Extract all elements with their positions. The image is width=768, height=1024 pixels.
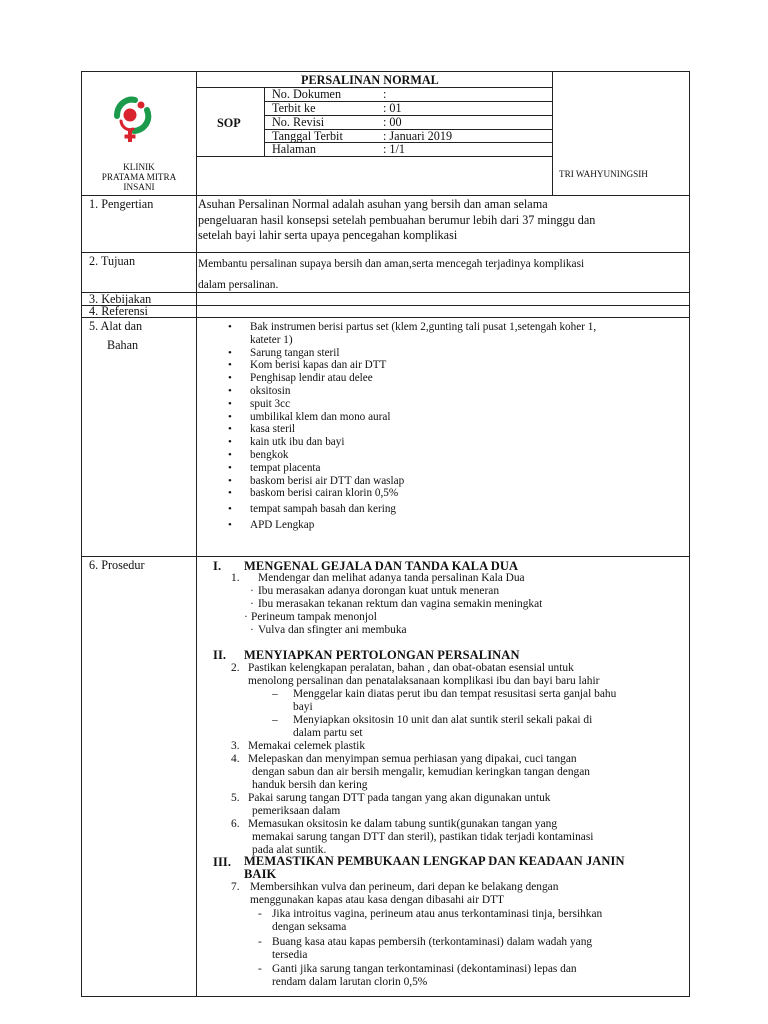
list-item bbox=[228, 475, 688, 488]
sign-text: Perineum tampak menonjol bbox=[251, 611, 377, 623]
list-item-text: oksitosin bbox=[250, 384, 291, 397]
sop-divider bbox=[264, 87, 265, 156]
row-separator-referensi bbox=[81, 317, 690, 318]
text-line: Membersihkan vulva dan perineum, dari depan ke belakang dengan bbox=[250, 881, 559, 893]
title-underline bbox=[196, 87, 553, 88]
row-separator-header bbox=[81, 195, 690, 196]
list-item bbox=[228, 321, 688, 334]
step-text bbox=[248, 818, 593, 857]
step-number: 6. bbox=[231, 818, 240, 830]
text-line: memakai sarung tangan DTT dan steril), pastikan tidak terjadi kontaminasi bbox=[252, 831, 594, 843]
step-text bbox=[248, 662, 599, 688]
list-item-text: tempat placenta bbox=[250, 461, 321, 474]
table-border-top bbox=[81, 71, 690, 72]
step-number: 5. bbox=[231, 792, 240, 804]
list-item-text: bengkok bbox=[250, 448, 289, 461]
list-item bbox=[228, 436, 688, 449]
step-text bbox=[248, 753, 590, 792]
text-line: pengeluaran hasil konsepsi setelah pembuahan berumur lebih dari 37 minggu dan bbox=[198, 212, 596, 227]
pengertian-text bbox=[198, 197, 595, 244]
header-divider-1 bbox=[196, 71, 197, 195]
list-item-text: Bak instrumen berisi partus set (klem 2,gunting tali pusat 1,setengah koher 1, bbox=[250, 321, 597, 333]
meta-value-terbit-ke: : 01 bbox=[383, 101, 402, 115]
row-label-bahan: Bahan bbox=[107, 338, 139, 352]
clinic-logo bbox=[107, 92, 159, 142]
text-line: Pakai sarung tangan DTT pada tangan yang akan digunakan untuk bbox=[248, 792, 551, 804]
step-number: 4. bbox=[231, 753, 240, 765]
list-item bbox=[228, 385, 688, 398]
text-line: Membantu persalinan supaya bersih dan aman,serta mencegah terjadinya komplikasi bbox=[198, 258, 585, 270]
section-number: II. bbox=[213, 648, 227, 662]
text-line: Buang kasa atau kapas pembersih (terkontaminasi) dalam wadah yang bbox=[272, 936, 593, 948]
text-line: Memasukan oksitosin ke dalam tabung suntik(gunakan tangan yang bbox=[248, 818, 558, 830]
sub-step-text bbox=[272, 936, 592, 962]
meta-label-terbit-ke: Terbit ke bbox=[272, 101, 316, 115]
text-line: menggunakan kapas atau kasa dengan dibasahi air DTT bbox=[250, 894, 504, 906]
sign-bullet: · bbox=[250, 624, 254, 636]
list-item-text: umbilikal klem dan mono aural bbox=[250, 410, 391, 423]
row-label-kebijakan: 3. Kebijakan bbox=[89, 292, 152, 306]
row-separator-pengertian bbox=[81, 252, 690, 253]
list-item bbox=[228, 423, 688, 436]
list-item bbox=[228, 519, 688, 532]
text-line: handuk bersih dan kering bbox=[252, 779, 368, 791]
sign-text: Vulva dan sfingter ani membuka bbox=[258, 624, 407, 636]
text-line: Menyiapkan oksitosin 10 unit dan alat suntik steril sekali pakai di bbox=[293, 714, 593, 726]
list-item-text: Penghisap lendir atau delee bbox=[250, 372, 373, 385]
row-separator-kebijakan bbox=[81, 305, 690, 306]
clinic-name bbox=[83, 162, 195, 192]
table-border-right bbox=[689, 71, 690, 996]
text-line: dengan sabun dan air bersih mengalir, kemudian keringkan tangan dengan bbox=[252, 766, 590, 778]
step-number: 3. bbox=[231, 740, 240, 752]
document-title: PERSALINAN NORMAL bbox=[301, 73, 439, 87]
list-item-text: baskom berisi air DTT dan waslap bbox=[250, 474, 405, 487]
meta-label-halaman: Halaman bbox=[272, 142, 316, 156]
section-title bbox=[244, 855, 625, 881]
section-title: MENYIAPKAN PERTOLONGAN PERSALINAN bbox=[244, 648, 520, 662]
meta-value-halaman: : 1/1 bbox=[383, 142, 406, 156]
sign-bullet: · bbox=[250, 585, 254, 597]
sop-label: SOP bbox=[217, 116, 241, 130]
text-line: rendam dalam larutan clorin 0,5% bbox=[272, 976, 428, 988]
text-line: pemeriksaan dalam bbox=[252, 805, 341, 817]
sub-step-text bbox=[293, 688, 616, 714]
text-line: Melepaskan dan menyimpan semua perhiasan yang dipakai, cuci tangan bbox=[248, 753, 577, 765]
tujuan-text bbox=[198, 254, 584, 296]
list-item bbox=[228, 503, 688, 516]
sub-dash: - bbox=[258, 908, 262, 920]
step-text bbox=[248, 792, 551, 818]
list-item-text: APD Lengkap bbox=[250, 518, 315, 531]
row-label-referensi: 4. Referensi bbox=[89, 304, 148, 318]
step-number: 7. bbox=[231, 881, 240, 893]
meta-label-no-revisi: No. Revisi bbox=[272, 115, 325, 129]
step-text bbox=[250, 881, 558, 907]
list-item-text: kain utk ibu dan bayi bbox=[250, 436, 345, 449]
sub-dash: - bbox=[258, 936, 262, 948]
list-item-text: baskom berisi cairan klorin 0,5% bbox=[250, 487, 399, 500]
table-border-bottom bbox=[81, 996, 690, 997]
sub-dash: – bbox=[272, 688, 278, 700]
text-line: setelah bayi lahir serta upaya pencegahan komplikasi bbox=[198, 228, 458, 242]
meta-value-no-dokumen: : bbox=[383, 87, 387, 101]
section-title: MENGENAL GEJALA DAN TANDA KALA DUA bbox=[244, 559, 519, 573]
text-line: Asuhan Persalinan Normal adalah asuhan yang bersih dan aman selama bbox=[198, 197, 548, 211]
step-text: Mendengar dan melihat adanya tanda persalinan Kala Dua bbox=[258, 572, 525, 584]
list-item bbox=[228, 487, 688, 500]
list-item-text: tempat sampah basah dan kering bbox=[250, 503, 397, 516]
text-line: Pastikan kelengkapan peralatan, bahan , dan obat-obatan esensial untuk bbox=[248, 662, 574, 674]
text-line: pada alat suntik. bbox=[252, 844, 327, 856]
meta-label-tanggal-terbit: Tanggal Terbit bbox=[272, 129, 343, 143]
list-item bbox=[228, 411, 688, 424]
table-border-left bbox=[81, 71, 82, 996]
list-item bbox=[228, 449, 688, 462]
list-item bbox=[228, 398, 688, 411]
list-item-text: Kom berisi kapas dan air DTT bbox=[250, 359, 387, 372]
text-line: tersedia bbox=[272, 949, 308, 961]
list-item bbox=[228, 347, 688, 360]
list-item bbox=[228, 462, 688, 475]
sign-bullet: · bbox=[244, 611, 248, 623]
step-text: Memakai celemek plastik bbox=[248, 740, 366, 752]
text-line: Jika introitus vagina, perineum atau anus terkontaminasi tinja, bersihkan bbox=[272, 908, 603, 920]
list-item-text: spuit 3cc bbox=[250, 397, 291, 410]
approver-name: TRI WAHYUNINGSIH bbox=[559, 169, 648, 179]
header-divider-2 bbox=[552, 71, 553, 195]
sign-text: Ibu merasakan adanya dorongan kuat untuk meneran bbox=[258, 585, 500, 597]
row-label-tujuan: 2. Tujuan bbox=[89, 254, 136, 268]
list-item bbox=[228, 359, 688, 372]
text-line: Menggelar kain diatas perut ibu dan tempat resusitasi serta ganjal bahu bbox=[293, 688, 617, 700]
sub-step-text bbox=[272, 963, 577, 989]
list-item-text: Sarung tangan steril bbox=[250, 346, 340, 359]
meta-label-no-dokumen: No. Dokumen bbox=[272, 87, 342, 101]
sign-text: Ibu merasakan tekanan rektum dan vagina semakin meningkat bbox=[258, 598, 543, 610]
sub-step-text bbox=[293, 714, 592, 740]
row-label-pengertian: 1. Pengertian bbox=[89, 197, 154, 211]
text-line: MEMASTIKAN PEMBUKAAN LENGKAP DAN KEADAAN JANIN bbox=[244, 854, 625, 868]
list-item-text: kasa steril bbox=[250, 423, 296, 436]
text-line: dalam persalinan. bbox=[198, 279, 279, 291]
sub-dash: – bbox=[272, 714, 278, 726]
row-separator-alat bbox=[81, 556, 690, 557]
clinic-name-line: INSANI bbox=[123, 182, 155, 192]
meta-value-tanggal-terbit: : Januari 2019 bbox=[383, 129, 453, 143]
label-column-divider bbox=[196, 195, 197, 996]
sub-dash: - bbox=[258, 963, 262, 975]
text-line: bayi bbox=[293, 701, 313, 713]
list-item-continuation: kateter 1) bbox=[250, 333, 293, 346]
text-line: BAIK bbox=[244, 867, 277, 881]
section-number: I. bbox=[213, 559, 222, 573]
text-line: Ganti jika sarung tangan terkontaminasi (dekontaminasi) lepas dan bbox=[272, 963, 577, 975]
clinic-name-line: PRATAMA MITRA bbox=[101, 172, 177, 182]
text-line: dalam partu set bbox=[293, 727, 363, 739]
row-label-alat: 5. Alat dan bbox=[89, 319, 143, 333]
meta-line-5 bbox=[196, 156, 553, 157]
clinic-name-line: KLINIK bbox=[123, 162, 155, 172]
text-line: menolong persalinan dan penatalaksanaan komplikasi ibu dan bayi baru lahir bbox=[248, 675, 600, 687]
section-number: III. bbox=[213, 855, 232, 869]
equipment-list bbox=[228, 319, 688, 532]
meta-value-no-revisi: : 00 bbox=[383, 115, 402, 129]
sub-step-text bbox=[272, 908, 602, 934]
list-item bbox=[228, 372, 688, 385]
step-number: 2. bbox=[231, 662, 240, 674]
step-number: 1. bbox=[231, 572, 240, 584]
text-line: dengan seksama bbox=[272, 921, 347, 933]
row-label-prosedur: 6. Prosedur bbox=[89, 558, 145, 572]
sign-bullet: · bbox=[250, 598, 254, 610]
